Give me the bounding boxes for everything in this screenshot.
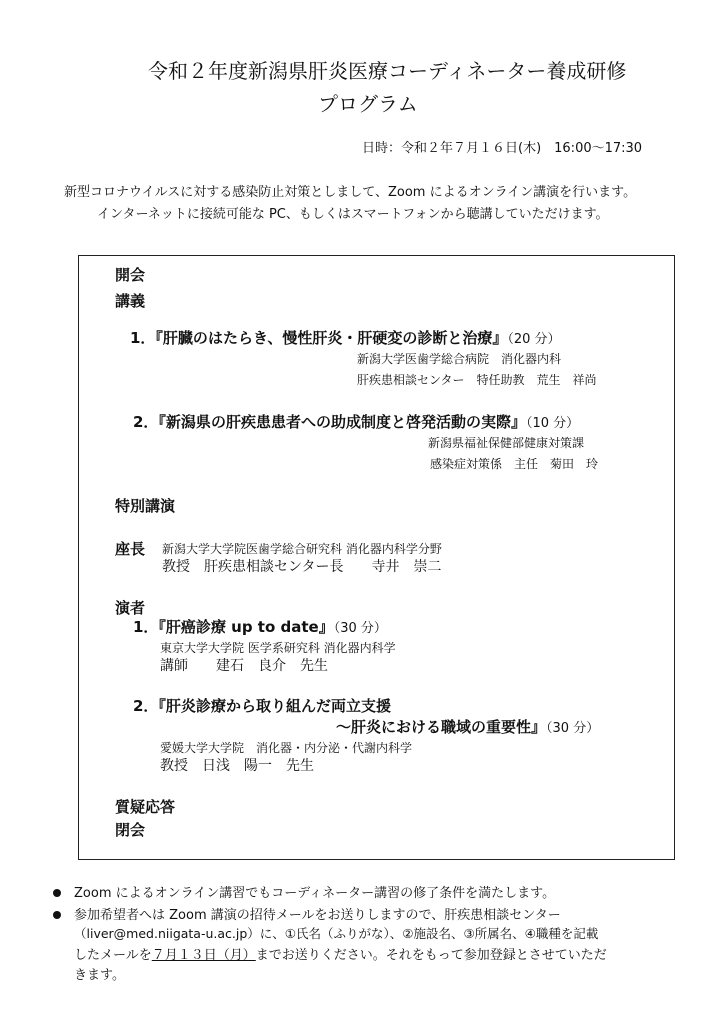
lecture-1-affiliation: 新潟大学医歯学総合病院 消化器内科 bbox=[357, 352, 562, 366]
lecture-2-speaker: 感染症対策係 主任 菊田 玲 bbox=[430, 457, 599, 471]
talk-1-title: 1．『肝癌診療 up to date』 bbox=[133, 618, 334, 636]
intro-line-2: インターネットに接続可能な PC、もしくはスマートフォンから聴講していただけます。 bbox=[97, 207, 609, 222]
lecture-2-title: 2．『新潟県の肝疾患患者への助成制度と啓発活動の実際』 bbox=[133, 413, 526, 431]
lecture-1-speaker: 肝疾患相談センター 特任助教 荒生 祥尚 bbox=[357, 373, 597, 387]
speakers-label: 演者 bbox=[115, 599, 146, 617]
note-2-line-3-post: までお送りください。それをもって参加登録とさせていただ bbox=[255, 948, 607, 963]
lecture-1 bbox=[130, 327, 561, 348]
bullet-icon bbox=[53, 889, 61, 897]
lecture-2-duration: （10 分） bbox=[525, 416, 580, 431]
talk-2-title-line-1: 2．『肝炎診療から取り組んだ両立支援 bbox=[133, 697, 391, 715]
qa-label: 質疑応答 bbox=[115, 798, 176, 816]
chair-person: 教授 肝疾患相談センター長 寺井 崇二 bbox=[162, 559, 442, 575]
talk-1 bbox=[133, 616, 387, 637]
note-2-line-3 bbox=[74, 944, 607, 963]
talk-1-speaker: 講師 建石 良介 先生 bbox=[160, 658, 328, 674]
talk-1-affiliation: 東京大学大学院 医学系研究科 消化器内科学 bbox=[160, 641, 396, 655]
registration-deadline: ７月１３日（月） bbox=[151, 948, 256, 963]
closing-label: 閉会 bbox=[115, 821, 146, 839]
note-2-line-3-pre: したメールを bbox=[74, 948, 152, 963]
note-2-line-1: 参加希望者へは Zoom 講演の招待メールをお送りしますので、肝疾患相談センター bbox=[74, 908, 561, 923]
talk-2-speaker: 教授 日浅 陽一 先生 bbox=[160, 758, 314, 774]
lecture-2 bbox=[133, 411, 579, 432]
talk-2-duration: （30 分） bbox=[546, 721, 600, 736]
special-lecture-heading: 特別講演 bbox=[115, 497, 176, 515]
talk-2-affiliation: 愛媛大学大学院 消化器・内分泌・代謝内科学 bbox=[160, 741, 413, 755]
page-title: 令和２年度新潟県肝炎医療コーディネーター養成研修 bbox=[148, 59, 627, 83]
opening-label: 開会 bbox=[115, 266, 146, 284]
talk-2-title-line-2-row bbox=[336, 716, 599, 737]
lecture-1-duration: （20 分） bbox=[507, 332, 561, 347]
note-2-line-4: きます。 bbox=[74, 968, 125, 983]
note-1: Zoom によるオンライン講習でもコーディネーター講習の修了条件を満たします。 bbox=[74, 886, 556, 901]
chair-affiliation: 新潟大学大学院医歯学総合研究科 消化器内科学分野 bbox=[162, 542, 442, 556]
bullet-icon bbox=[53, 911, 61, 919]
note-2-line-2: （liver@med.niigata-u.ac.jp）に、①氏名（ふりがな）、②施設名、③所属名、④職種を記載 bbox=[74, 926, 599, 941]
lecture-1-title: 1．『肝臓のはたらき、慢性肝炎・肝硬変の診断と治療』 bbox=[130, 329, 508, 347]
chair-label: 座長 bbox=[115, 540, 146, 558]
event-datetime: 日時：令和２年７月１６日(木) 16:00～17:30 bbox=[362, 141, 643, 156]
lectures-heading: 講義 bbox=[115, 292, 146, 310]
talk-1-duration: （30 分） bbox=[333, 621, 387, 636]
page-subtitle: プログラム bbox=[318, 92, 418, 116]
intro-line-1: 新型コロナウイルスに対する感染防止対策としまして、Zoom によるオンライン講演を行います。 bbox=[64, 185, 637, 200]
talk-2-title-line-2: ～肝炎における職域の重要性』 bbox=[336, 718, 547, 736]
lecture-2-affiliation: 新潟県福祉保健部健康対策課 bbox=[428, 436, 585, 450]
